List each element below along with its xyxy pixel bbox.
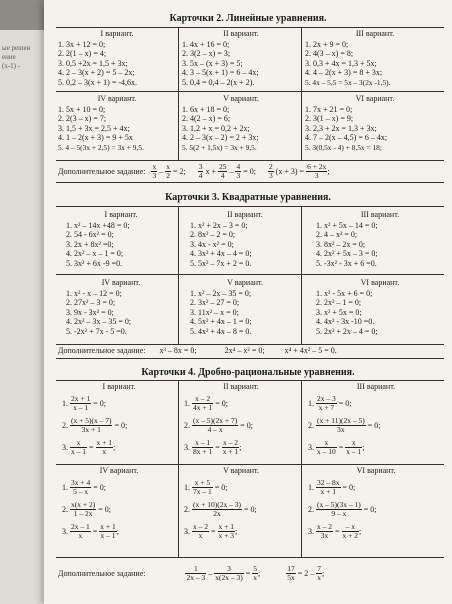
divider (56, 206, 444, 207)
equation: 2. $\frac{(x - 5)(3x - 1)}{9 - x}$ = 0; (308, 500, 377, 519)
equation: 1. x² - 5x + 6 = 0; (316, 288, 373, 298)
equation: 2. 2x² – 1 = 0; (316, 298, 362, 308)
equation: 3. 1,5 + 3x = 2,5 + 4x; (58, 123, 130, 133)
equation: 4. 2 – 3(x + 2) = 5 – 2x; (58, 68, 135, 78)
equation: 4. 7 – 2(x – 4,5) = 6 – 4x; (305, 133, 388, 143)
worksheet (44, 0, 452, 604)
extra-equation-2: $\frac{17}{5x}$ = 2 – $\frac{7}{x}$ ; (287, 563, 325, 582)
extra-equation-3: $\frac{2}{3}$ (x + 3) = $\frac{6 + 2x}{3}$ ; (268, 162, 330, 180)
equation: 5. 0,4 = 0,4 – 2(x + 2). (182, 77, 255, 87)
equation: 1. 5x + 10 = 0; (58, 104, 106, 114)
equation: 5. 4x² + 4x – 8 = 0. (190, 326, 252, 336)
equation: 4. 5x² + 4x – 1 = 0; (190, 317, 252, 327)
extra-equation-1: $\frac{1}{2x - 3}$ – $\frac{3}{x(2x - 3)}$ = $\frac{5}{x}$ ; (186, 563, 261, 582)
equation: 3. 11x² – x = 0; (190, 307, 239, 317)
equation: 1. 7x + 21 = 0; (305, 104, 353, 114)
card-3-grid (56, 206, 444, 358)
equation: 3. $\frac{2x - 1}{x}$ = $\frac{x + 1}{x - 1}$ ; (62, 522, 119, 541)
equation: 4. 4 – 2(x + 3) = 8 + 3x; (305, 68, 383, 78)
equation: 2. 2(1 – x) = 4; (58, 49, 107, 59)
equation: 5. 5x² – 7x + 2 = 0. (190, 258, 252, 268)
equation: 2. $\frac{x(x + 2)}{1 - 2x}$ = 0; (62, 500, 111, 519)
card-2-variant-5: V вариант. 1. 6x + 18 = 0; 2. 4(2 – x) = 6; 3. 1,2 + x = 0,2 + 2x; 4. 2 – 3(x – 2) = 2 + 3x; 5. 5(2 + 1,5x) = 3x + 9,5. (182, 94, 300, 153)
divider (56, 358, 444, 359)
card-2 (44, 13, 452, 25)
card-2-variant-1: I вариант. 1. 3x + 12 = 0; 2. 2(1 – x) = 4; 3. 0,5 +2x = 1,5 + 3x; 4. 2 – 3(x + 2) = 5 – 2x; 5. 0,2 – 3(x + 1) = -4,6x. (58, 29, 176, 88)
card-4-variant-3: III вариант. 1. $\frac{2x - 3}{x + 7}$ = 0; 2. $\frac{(x + 11)(2x - 5)}{3x}$ = 0; 3. $\frac{x}{x - 10}$ = $\frac{x}{x - 1}$ ; (308, 382, 444, 459)
equation: 4. 1 – 2(x + 3) = 9 + 5x (58, 133, 133, 143)
equation: 4. 2x² – 3x – 35 = 0; (66, 317, 132, 327)
equation: 3. $\frac{x - 1}{8x + 1}$ = $\frac{x - 2}{x + 1}$ ; (184, 438, 242, 457)
equation: 3. 2x + 8x² =0; (66, 239, 114, 249)
card-3 (44, 192, 452, 204)
equation: 1. 4x + 16 = 0; (182, 39, 230, 49)
equation: 2. 3(1 – x) = 9; (305, 114, 354, 124)
equation: 1. x² - x – 12 = 0; (66, 288, 122, 298)
equation: 1. $\frac{2x + 1}{x - 1}$ = 0; (62, 394, 106, 413)
divider (178, 206, 179, 344)
divider (56, 380, 444, 381)
background-text: ые решен ение (х-1) - (2, 44, 31, 70)
equation: 2. $\frac{(x - 5)(2x + 7)}{4 - x}$ = 0; (184, 416, 253, 435)
extra-equation-2: $\frac{3}{4}$ x + $\frac{25}{4}$ – $\frac{4}{3}$ = 0; (198, 162, 256, 180)
card-3-extra (58, 346, 337, 355)
equation: 2. $\frac{(x + 11)(2x - 5)}{3x}$ = 0; (308, 416, 381, 435)
extra-equation: 2x⁴ – x² = 0; (224, 346, 265, 355)
card-2-extra (58, 161, 330, 182)
equation: 1. $\frac{2x - 3}{x + 7}$ = 0; (308, 394, 352, 413)
extra-label: Дополнительное задание: (58, 568, 146, 578)
equation: 3. 5x – (x + 3) = 5; (182, 58, 243, 68)
extra-equation: x⁴ + 4x² – 5 = 0. (284, 346, 337, 355)
equation: 4. 2x² – x – 1 = 0; (66, 249, 124, 259)
equation: 1. $\frac{3x + 4}{5 - x}$ = 0; (62, 478, 106, 497)
equation: 5. 2x² + 2x – 4 = 0; (316, 326, 378, 336)
equation: 4. 4x² - 3x -10 =0. (316, 317, 375, 327)
equation: 2. 3x² – 27 = 0; (190, 298, 240, 308)
equation: 4. 2x² + 5x – 3 = 0; (316, 249, 378, 259)
equation: 2. 2(3 – x) = 7; (58, 114, 107, 124)
card-4-variant-5: V вариант. 1. $\frac{x + 5}{7x - 1}$ = 0; 2. $\frac{(x + 10)(2x - 3)}{2x}$ = 0; 3. $\frac{x - 2}{x}$ = $\frac{x + 1}{x + 3}$ ; (184, 466, 298, 543)
card-2-variant-3: III вариант. 1. 2x + 9 = 0; 2. 4(3 – x) = 8; 3. 0,3 + 4x = 1,3 + 5x; 4. 4 – 2(x + 3) = 8 + 3x; 5. 4x – 5,5 = 5x – 3(2x -1,5). (305, 29, 445, 88)
equation: 5. -3x² - 3x + 6 =0. (316, 258, 377, 268)
equation: 1. 6x + 18 = 0; (182, 104, 230, 114)
equation: 5. 3(0,5x - 4) + 8,5x = 18; (305, 142, 382, 152)
equation: 3. x² + 5x = 0; (316, 307, 362, 317)
card-4-variant-6: VI вариант. 1. $\frac{32 - 8x}{x + 1}$ = 0; 2. $\frac{(x - 5)(3x - 1)}{9 - x}$ = 0; 3. $\frac{x - 2}{3x}$ = $\frac{- x}{x + 2}$ ; (308, 466, 444, 543)
equation: 3. $\frac{x}{x - 10}$ = $\frac{x}{x - 1}$ ; (308, 438, 365, 457)
equation: 1. x² + 2x – 3 = 0; (190, 220, 248, 230)
card-2-variant-2: II вариант. 1. 4x + 16 = 0; 2. 3(2 – x) = 3; 3. 5x – (x + 3) = 5; 4. 3 – 5(x + 1) = 6 – 4x; 5. 0,4 = 0,4 – 2(x + 2). (182, 29, 300, 88)
divider (178, 380, 179, 557)
equation: 3. 0,5 +2x = 1,5 + 3x; (58, 58, 128, 68)
equation: 1. 2x + 9 = 0; (305, 39, 349, 49)
card-4-title: Карточки 4. Дробно-рациональные уравнения. (141, 367, 355, 378)
equation: 3. $\frac{x}{x - 1}$ = $\frac{x + 1}{x}$ ; (62, 438, 116, 457)
divider (301, 27, 302, 160)
equation: 5. 4x – 5,5 = 5x – 3(2x -1,5). (305, 77, 391, 87)
equation: 3. 0,3 + 4x = 1,3 + 5x; (305, 58, 377, 68)
card-4-grid (56, 380, 444, 580)
equation: 2. 4(3 – x) = 8; (305, 49, 354, 59)
card-4-variant-1: I вариант. 1. $\frac{2x + 1}{x - 1}$ = 0; 2. $\frac{(x + 5)(x - 7)}{3x + 1}$ = 0; 3. $\frac{x}{x - 1}$ = $\frac{x + 1}{x}$ ; (62, 382, 176, 459)
equation: 3. 8x² – 2x = 0; (316, 239, 366, 249)
divider (56, 557, 444, 558)
card-3-variant-6: VI вариант. 1. x² - 5x + 6 = 0; 2. 2x² – 1 = 0; 3. x² + 5x = 0; 4. 4x² - 3x -10 =0. 5. 2x² + 2x – 4 = 0; (316, 278, 444, 337)
equation: 4. 3 – 5(x + 1) = 6 – 4x; (182, 68, 259, 78)
card-3-variant-3: III вариант. 1. x² + 5x – 14 = 0; 2. 4 – x² = 0; 3. 8x² – 2x = 0; 4. 2x² + 5x – 3 = 0; 5. -3x² - 3x + 6 =0. (316, 210, 444, 269)
equation: 5. 4 – 5(3x + 2,5) = 3x + 9,5. (58, 142, 144, 152)
card-3-variant-1: I вариант. 1. x² – 14x +48 = 0; 2. 54 - 6x² = 0; 3. 2x + 8x² =0; 4. 2x² – x – 1 = 0; 5. 3x² + 6x -9 =0. (66, 210, 176, 269)
equation: 5. -2x² + 7x - 5 =0. (66, 326, 127, 336)
card-4-variant-2: II вариант. 1. $\frac{x - 2}{4x + 1}$ = 0; 2. $\frac{(x - 5)(2x + 7)}{4 - x}$ = 0; 3. $\frac{x - 1}{8x + 1}$ = $\frac{x - 2}{x + 1}$ ; (184, 382, 298, 459)
extra-label: Дополнительное задание: (58, 167, 146, 176)
divider (56, 27, 444, 28)
divider (56, 464, 444, 465)
equation: 1. $\frac{x + 5}{7x - 1}$ = 0; (184, 478, 228, 497)
equation: 4. 3x² + 4x – 4 = 0; (190, 249, 252, 259)
equation: 3. 2,3 + 2x = 1,3 + 3x; (305, 123, 377, 133)
equation: 2. $\frac{(x + 5)(x - 7)}{3x + 1}$ = 0; (62, 416, 128, 435)
divider (56, 91, 444, 92)
equation: 1. x² – 2x – 35 = 0; (190, 288, 252, 298)
extra-equation-1: $\frac{x}{3}$ – $\frac{x}{2}$ = 2; (152, 162, 186, 180)
card-4-extra (58, 562, 324, 584)
divider (56, 274, 444, 275)
equation: 5. 5(2 + 1,5x) = 3x + 9,5. (182, 142, 257, 152)
card-3-variant-5: V вариант. 1. x² – 2x – 35 = 0; 2. 3x² – 27 = 0; 3. 11x² – x = 0; 4. 5x² + 4x – 1 = 0; 5. 4x² + 4x – 8 = 0. (190, 278, 300, 337)
divider (301, 206, 302, 344)
equation: 4. 2 – 3(x – 2) = 2 + 3x; (182, 133, 259, 143)
equation: 2. 8x² – 2 = 0; (190, 230, 236, 240)
divider (301, 380, 302, 557)
card-4 (44, 367, 452, 379)
equation: 1. x² + 5x – 14 = 0; (316, 220, 378, 230)
equation: 2. 54 - 6x² = 0; (66, 230, 114, 240)
card-2-variant-4: IV вариант. 1. 5x + 10 = 0; 2. 2(3 – x) = 7; 3. 1,5 + 3x = 2,5 + 4x; 4. 1 – 2(x + 3) = 9 + 5x 5. 4 – 5(3x + 2,5) = 3x + 9,5. (58, 94, 176, 153)
equation: 2. 4(2 – x) = 6; (182, 114, 231, 124)
equation: 3. 1,2 + x = 0,2 + 2x; (182, 123, 250, 133)
equation: 2. $\frac{(x + 10)(2x - 3)}{2x}$ = 0; (184, 500, 257, 519)
extra-label: Дополнительное задание: (58, 346, 146, 355)
equation: 1. $\frac{32 - 8x}{x + 1}$ = 0; (308, 478, 356, 497)
equation: 2. 4 – x² = 0; (316, 230, 358, 240)
equation: 3. $\frac{x - 2}{x}$ = $\frac{x + 1}{x + 3}$ ; (184, 522, 238, 541)
card-2-grid (56, 27, 444, 182)
equation: 3. 4x - x² = 0; (190, 239, 234, 249)
extra-equation: x³ – 8x = 0; (159, 346, 197, 355)
divider (56, 344, 444, 345)
equation: 3. 9x - 3x² = 0; (66, 307, 114, 317)
equation: 1. $\frac{x - 2}{4x + 1}$ = 0; (184, 394, 228, 413)
equation: 1. x² – 14x +48 = 0; (66, 220, 130, 230)
card-3-variant-4: IV вариант. 1. x² - x – 12 = 0; 2. 27x² – 3 = 0; 3. 9x - 3x² = 0; 4. 2x² – 3x – 35 = 0; 5. -2x² + 7x - 5 =0. (66, 278, 176, 337)
card-2-variant-6: VI вариант. 1. 7x + 21 = 0; 2. 3(1 – x) = 9; 3. 2,3 + 2x = 1,3 + 3x; 4. 7 – 2(x – 4,5) = 6 – 4x; 5. 3(0,5x - 4) + 8,5x = 18; (305, 94, 445, 153)
equation: 3. $\frac{x - 2}{3x}$ = $\frac{- x}{x + 2}$ ; (308, 522, 362, 541)
card-3-title: Карточки 3. Квадратные уравнения. (165, 192, 331, 203)
equation: 2. 27x² – 3 = 0; (66, 298, 116, 308)
equation: 5. 0,2 – 3(x + 1) = -4,6x. (58, 77, 138, 87)
card-3-variant-2: II вариант. 1. x² + 2x – 3 = 0; 2. 8x² – 2 = 0; 3. 4x - x² = 0; 4. 3x² + 4x – 4 = 0; 5. 5x² – 7x + 2 = 0. (190, 210, 300, 269)
card-2-title: Карточки 2. Линейные уравнения. (169, 13, 327, 24)
card-4-variant-4: IV вариант. 1. $\frac{3x + 4}{5 - x}$ = 0; 2. $\frac{x(x + 2)}{1 - 2x}$ = 0; 3. $\frac{2x - 1}{x}$ = $\frac{x + 1}{x - 1}$ ; (62, 466, 176, 543)
divider (178, 27, 179, 160)
equation: 1. 3x + 12 = 0; (58, 39, 106, 49)
equation: 2. 3(2 – x) = 3; (182, 49, 231, 59)
equation: 5. 3x² + 6x -9 =0. (66, 258, 123, 268)
